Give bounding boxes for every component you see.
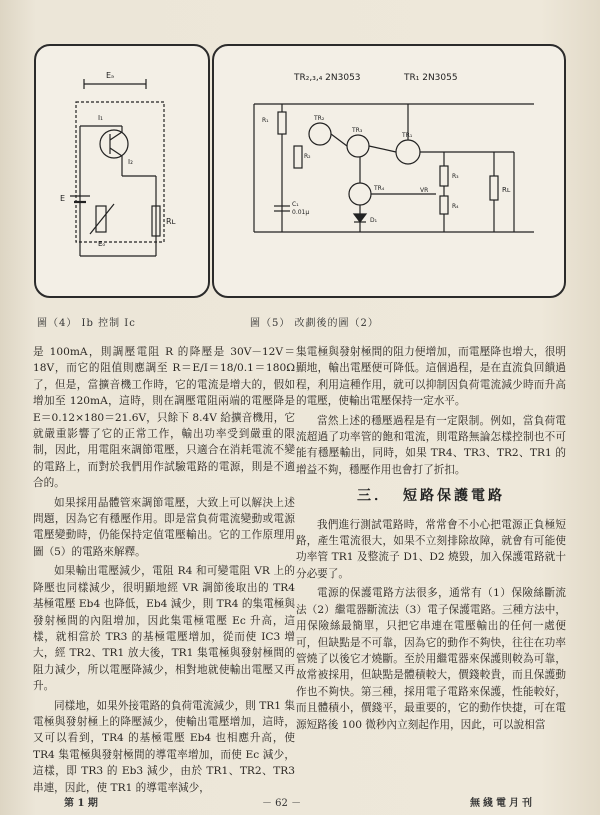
- fig5-r3-label: R₃: [452, 173, 459, 180]
- fig5-rl-label: Rʟ: [502, 186, 511, 194]
- section-heading: [296, 488, 566, 504]
- fig4-eq-label: Eₒ: [98, 240, 106, 248]
- figure-5-schematic: [214, 46, 564, 296]
- fig5-r1-label: R₁: [262, 117, 269, 124]
- figure-5-caption: 圖（5） 改劃後的圖（2）: [250, 318, 379, 329]
- figure-4-panel: [34, 44, 210, 298]
- section-title-text: 短路保護電路: [403, 488, 505, 505]
- figure-4-caption: 圖（4） Ib 控制 Ic: [37, 318, 136, 329]
- fig5-d1-label: D₁: [370, 217, 378, 224]
- footer-magazine-name: 無綫電月刊: [470, 798, 535, 809]
- fig5-tr-small-label: TR₂,₃,₄ 2N3053: [294, 73, 361, 83]
- right-paragraph: 我們進行測試電路時，常常會不小心把電源正負極短路，產生電流很大，如果不立刻排除故障，就會有可能使功率管 TR1 及整流子 D1、D2 燒毀，加入保護電路就十分必要了。: [296, 518, 566, 580]
- fig5-tr1-label: TR₁ 2N3055: [404, 73, 458, 83]
- left-paragraph: 如果輸出電壓減少，電阻 R4 和可變電阻 VR 上的降壓也同樣減少，很明顯地經 VR 調節後取出的 TR4 基極電壓 Eb4 也降低，Eb4 減少，則 TR4 的集電極與發射極間的內阻增加，因此集電極電壓 Ec 升高，這樣，就相當於 TR3 的基極電壓增加，從而使 IC3 增大，經 TR2、TR1 放大後，TR1 集電極與發射極間的阻力減少，所以電壓降減少，相對地就使輸出電壓又再升。: [33, 565, 295, 693]
- fig4-i2-label: I₂: [128, 158, 133, 166]
- right-paragraph: 集電極與發射極間的阻力便增加，而電壓降也增大，很明顯地，輸出電壓便可降低。這個過程，是在直流負回饋過程，利用這種作用，就可以抑制因負荷電流減少時而升高的電壓，使輸出電壓保持一定水平。: [296, 346, 566, 408]
- left-paragraph: 如果採用晶體管來調節電壓，大致上可以解決上述問題，因為它有穩壓作用。即是當負荷電流變動或電源電壓變動時，仍能保持定值電壓輸出。它的工作原理用圖（5）的電路來解釋。: [33, 496, 295, 558]
- fig5-tr1-short-label: TR₁: [402, 132, 413, 139]
- fig5-c1-value: 0.01μ: [292, 209, 310, 216]
- fig4-e-label: E: [60, 194, 66, 203]
- left-text-column: [33, 344, 295, 799]
- section-number: 三．: [357, 488, 391, 505]
- footer-issue: 第 1 期: [64, 798, 98, 809]
- right-paragraph: 當然上述的穩壓過程是有一定限制。例如，當負荷電流超過了功率管的飽和電流，則電路無論怎樣控制也不可能有穩壓輸出，同時，如果 TR4、TR3、TR2、TR1 的增益不夠，穩壓作用也會打了折扣。: [296, 414, 566, 476]
- fig4-eo-label: Eₔ: [106, 71, 115, 80]
- figure-5-panel: [212, 44, 566, 298]
- fig5-c1-label: C₁: [292, 201, 299, 208]
- right-text-column: [296, 344, 566, 736]
- fig4-rl-label: Rʟ: [166, 217, 176, 226]
- fig5-r4-label: R₄: [452, 203, 459, 210]
- left-paragraph: 同樣地，如果外接電路的負荷電流減少，則 TR1 集電極與發射極上的降壓減少，使輸出電壓增加，這時，又可以看到，TR4 的基極電壓 Eb4 也相應升高，使 TR4 集電極與發射極間的導電率增加，而使 Ec 減少，這樣，即 TR3 的 Eb3 減少，由於 TR1、TR2、TR3 串連，因此，使 TR1 的導電率減少，: [33, 699, 295, 794]
- fig5-tr2-label: TR₂: [314, 115, 325, 122]
- fig5-tr3-label: TR₃: [352, 127, 363, 134]
- right-paragraph: 電源的保護電路方法很多，通常有（1）保險絲斷流法（2）繼電器斷流法（3）電子保護電路。三種方法中，用保險絲最簡單，只把它串連在電壓輸出的任何一處便可，但缺點是不可靠，因為它的動作不夠快，往往在功率管燒了以後它才燒斷。至於用繼電器來保護則較為可靠，故常被採用，但缺點是體積較大，價錢較貴，而且保護動作也不夠快。第三種，採用電子電路來保護，性能較好，而且體積小，價錢平，最重要的，它的動作快捷，可在電源短路後 100 微秒內立刻起作用，因此，可以說相當: [296, 587, 566, 731]
- footer-page-number: － 62 －: [262, 798, 302, 809]
- fig5-r2-label: R₂: [304, 153, 311, 160]
- fig4-i1-label: I₁: [98, 114, 103, 122]
- left-paragraph: 是 100mA，則調壓電阻 R 的降壓是 30V－12V＝18V，而它的阻值則應調至 R＝E/I＝18/0.1＝180Ω了，但是，當擴音機工作時，它的電流是增大的，假如增加至 120mA，這時，則在調壓電阻兩端的電壓降是 E＝0.12×180＝21.6V，只餘下 8.4V 給擴音機用，它就嚴重影響了它的正常工作，輸出功率受到嚴重的限制，因此，用電阻來調節電壓，只適合在消耗電流不變的電路上，而對於我們用作試驗電路的電源，則是不適合的。: [33, 346, 295, 490]
- fig5-vr-label: VR: [420, 187, 429, 194]
- figure-4-schematic: [36, 46, 208, 296]
- fig5-tr4-label: TR₄: [374, 185, 385, 192]
